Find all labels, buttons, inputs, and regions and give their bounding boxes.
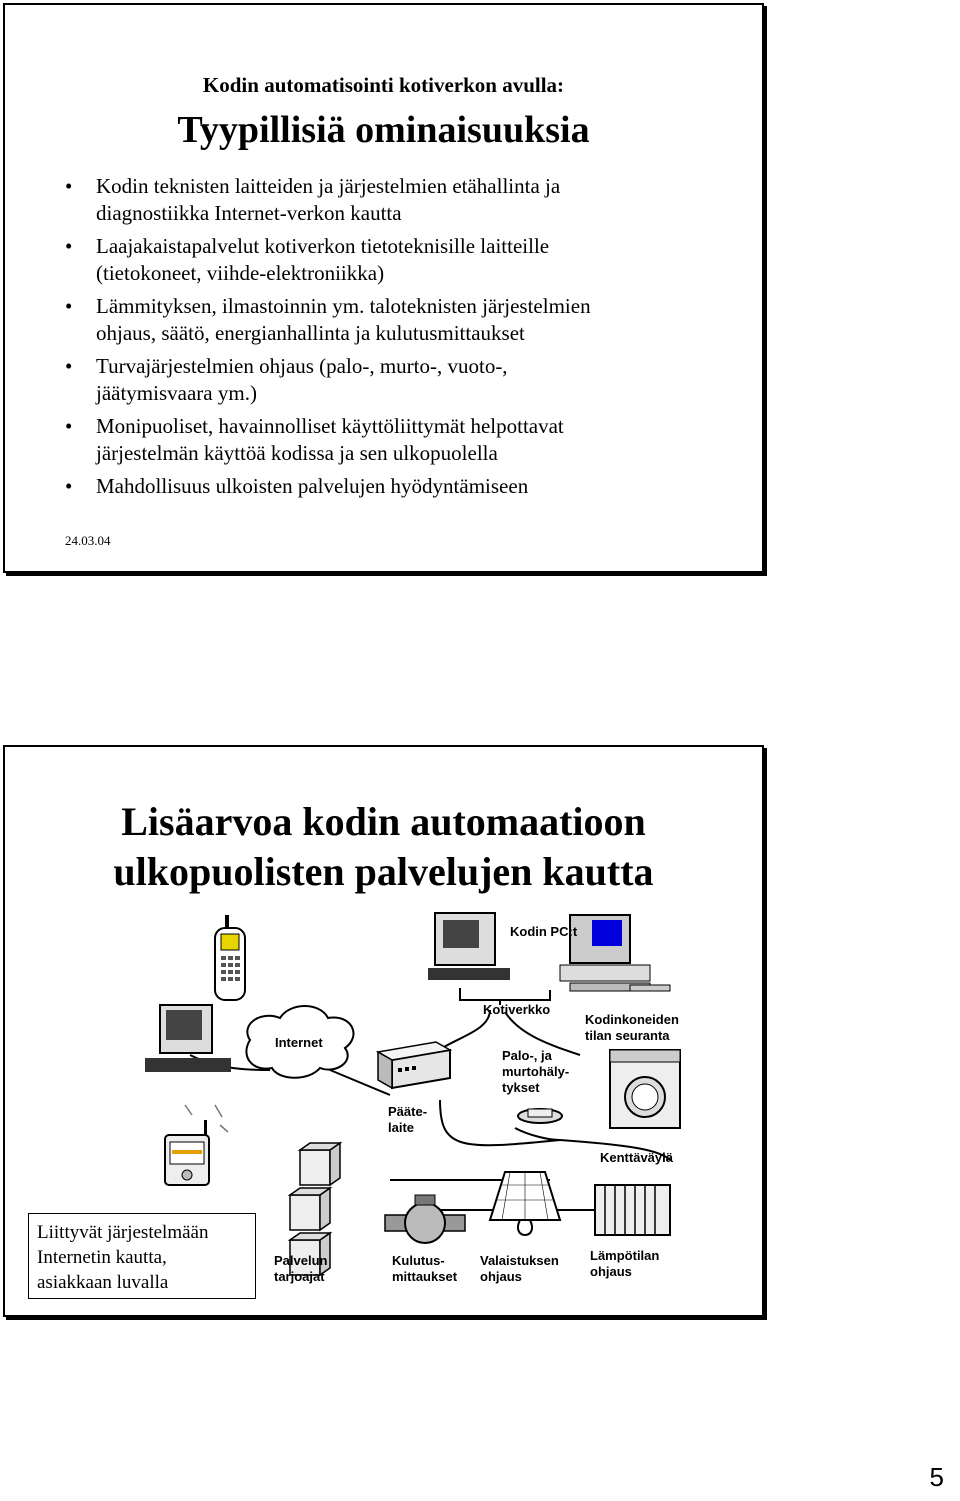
label-lampotila: ohjaus bbox=[590, 1264, 632, 1279]
washing-machine-icon bbox=[610, 1050, 680, 1128]
label-internet: Internet bbox=[275, 1035, 323, 1050]
label-palvelun: tarjoajat bbox=[274, 1269, 325, 1284]
bullet-text: Laajakaistapalvelut kotiverkon tietoteknisille laitteille bbox=[96, 234, 550, 258]
bullet-item bbox=[65, 413, 715, 467]
caption-box bbox=[28, 1213, 256, 1299]
bullet-item bbox=[65, 173, 715, 227]
slide-subtitle: Kodin automatisointi kotiverkon avulla: bbox=[202, 73, 565, 97]
label-kodinkoneet: Kodinkoneiden bbox=[585, 1012, 679, 1027]
bullet-text: ohjaus, säätö, energianhallinta ja kulutusmittaukset bbox=[96, 321, 525, 345]
bullet-text: Lämmityksen, ilmastoinnin ym. taloteknisten järjestelmien bbox=[96, 294, 591, 318]
label-kenttavayla: Kenttäväylä bbox=[600, 1150, 673, 1165]
label-lampotila: Lämpötilan bbox=[590, 1248, 660, 1263]
label-palo: tykset bbox=[502, 1080, 540, 1095]
bullet-text: diagnostiikka Internet-verkon kautta bbox=[96, 201, 402, 225]
label-kulutus: mittaukset bbox=[392, 1269, 458, 1284]
bullet-text: jäätymisvaara ym.) bbox=[96, 381, 257, 405]
bullet-item bbox=[65, 233, 715, 287]
title-line: ulkopuolisten palvelujen kautta bbox=[113, 849, 654, 894]
label-palvelun: Palvelun bbox=[274, 1253, 328, 1268]
label-kodin-pc: Kodin PC:t bbox=[510, 924, 578, 939]
bullet-item bbox=[65, 473, 715, 500]
label-palo: murtohäly- bbox=[502, 1064, 570, 1079]
bullet-icon: • bbox=[65, 354, 73, 378]
slide-date: 24.03.04 bbox=[65, 533, 111, 548]
label-valaistus: Valaistuksen bbox=[480, 1253, 559, 1268]
bullet-item bbox=[65, 293, 715, 347]
label-palo: Palo-, ja bbox=[502, 1048, 552, 1063]
bullet-icon: • bbox=[65, 294, 73, 318]
bullet-icon: • bbox=[65, 414, 73, 438]
label-kotiverkko: Kotiverkko bbox=[483, 1002, 551, 1017]
bullet-text: Mahdollisuus ulkoisten palvelujen hyödyntämiseen bbox=[96, 474, 529, 498]
smoke-detector-icon bbox=[518, 1109, 562, 1123]
slide-2 bbox=[3, 745, 764, 1317]
radiator-icon bbox=[595, 1185, 670, 1235]
label-paate: laite bbox=[388, 1120, 415, 1135]
caption-line: Internetin kautta, bbox=[37, 1247, 167, 1268]
slide-title bbox=[5, 797, 762, 897]
label-paate: Pääte- bbox=[388, 1104, 428, 1119]
bullet-text: Kodin teknisten laitteiden ja järjestelmien etähallinta ja bbox=[96, 174, 561, 198]
slide-1 bbox=[3, 3, 764, 573]
caption-line: Liittyvät järjestelmään bbox=[37, 1222, 209, 1243]
label-kulutus: Kulutus- bbox=[392, 1253, 445, 1268]
label-valaistus: ohjaus bbox=[480, 1269, 522, 1284]
bullet-text: (tietokoneet, viihde-elektroniikka) bbox=[96, 261, 385, 285]
bullet-list bbox=[65, 173, 715, 506]
bullet-text: järjestelmän käyttöä kodissa ja sen ulkopuolella bbox=[96, 441, 498, 465]
page-number: 5 bbox=[929, 1462, 944, 1492]
bullet-item bbox=[65, 353, 715, 407]
bullet-icon: • bbox=[65, 174, 73, 198]
bullet-text: Turvajärjestelmien ohjaus (palo-, murto-, vuoto-, bbox=[96, 354, 508, 378]
label-kodinkoneet: tilan seuranta bbox=[585, 1028, 670, 1043]
bullet-icon: • bbox=[65, 234, 73, 258]
title-line: Lisäarvoa kodin automaatioon bbox=[121, 799, 646, 844]
bullet-icon: • bbox=[65, 474, 73, 498]
caption-line: asiakkaan luvalla bbox=[37, 1272, 169, 1293]
slide-title: Tyypillisiä ominaisuuksia bbox=[177, 109, 590, 151]
bullet-text: Monipuoliset, havainnolliset käyttöliittymät helpottavat bbox=[96, 414, 564, 438]
